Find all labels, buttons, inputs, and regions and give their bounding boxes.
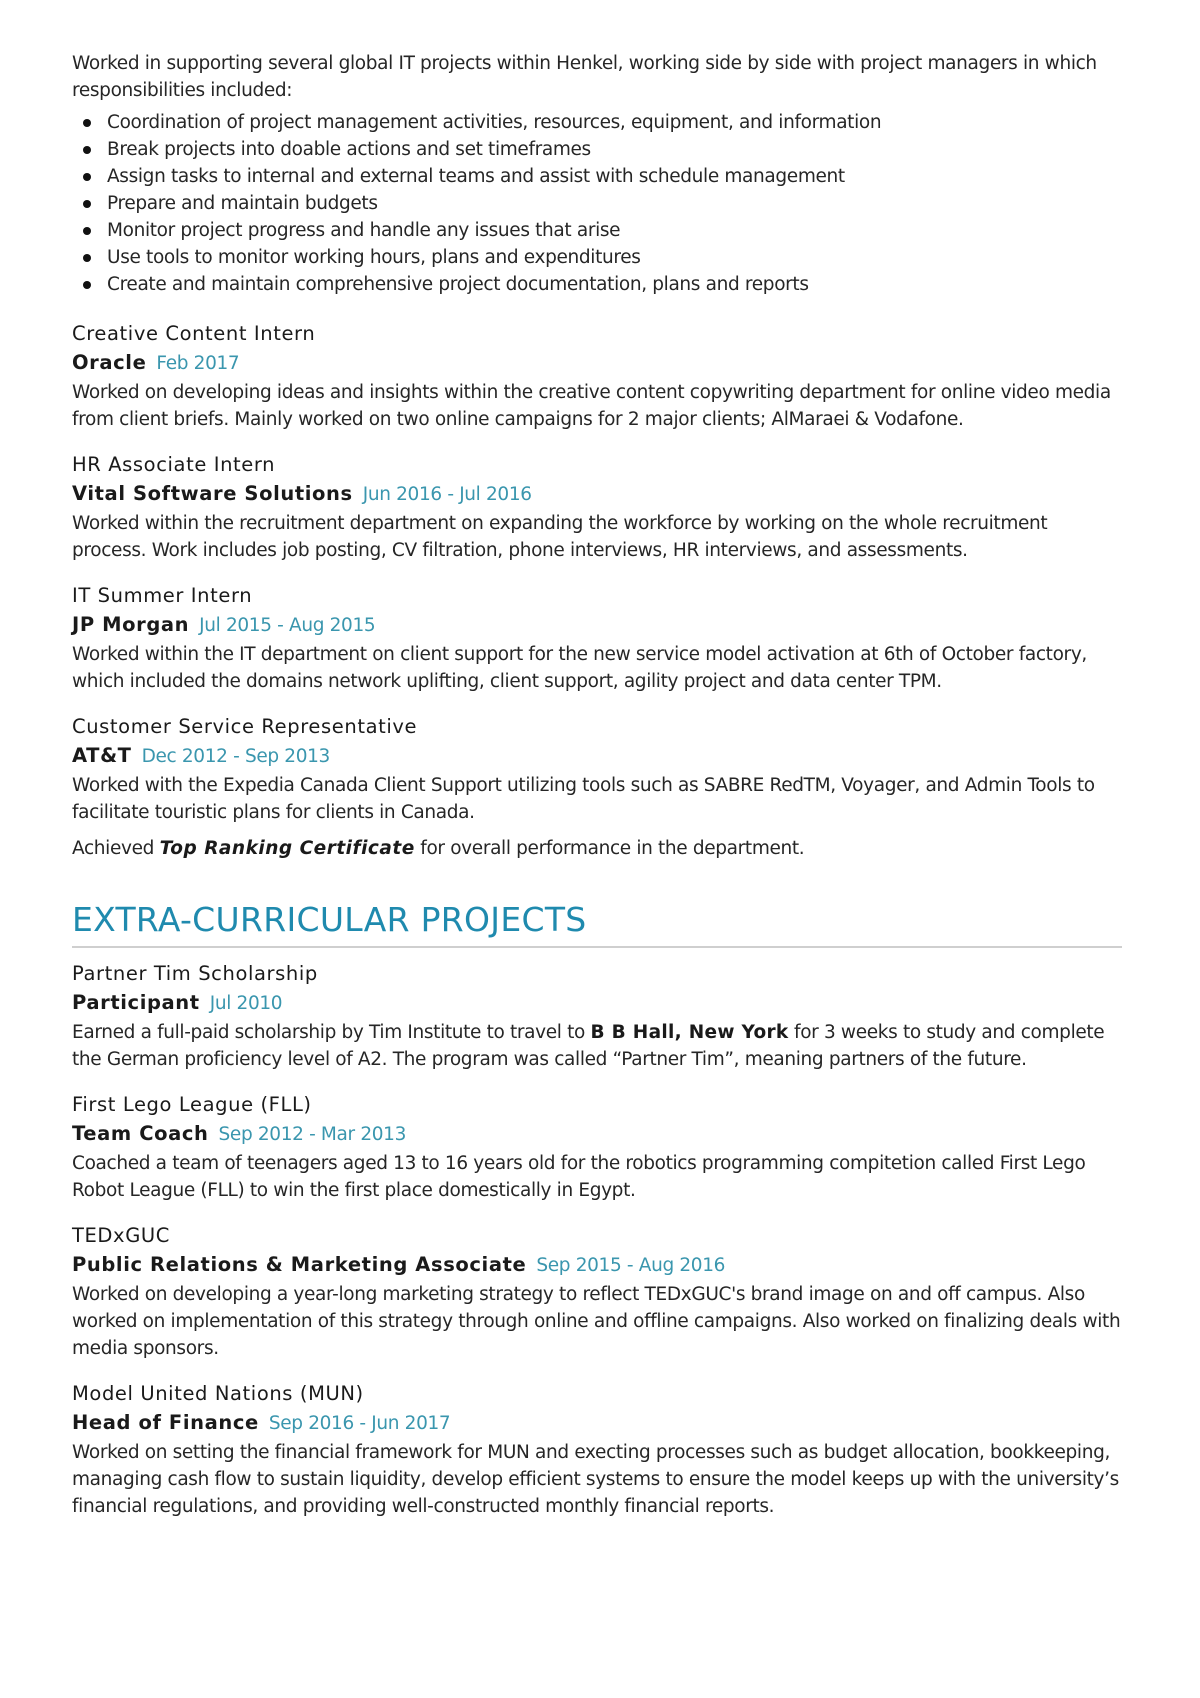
project-entry: [72, 1379, 1122, 1520]
section-divider: [72, 946, 1122, 948]
bullet-icon: [83, 227, 91, 235]
list-item: Break projects into doable actions and set timeframes: [72, 136, 1122, 163]
henkel-experience-continued: [72, 50, 1122, 298]
project-title: Model United Nations (MUN): [72, 1382, 364, 1405]
date-range: Sep 2012 - Mar 2013: [218, 1124, 406, 1145]
date-range: Feb 2017: [156, 353, 240, 374]
company-name: Vital Software Solutions: [72, 482, 353, 505]
project-entry: [72, 1090, 1122, 1204]
project-entry: [72, 959, 1122, 1073]
list-item: Prepare and maintain budgets: [72, 190, 1122, 217]
role-name: Head of Finance: [72, 1411, 259, 1434]
project-subtitle: [72, 988, 1122, 1019]
date-range: Sep 2016 - Jun 2017: [268, 1413, 451, 1434]
bullet-icon: [83, 173, 91, 181]
job-description: Worked within the recruitment department on expanding the workforce by working on the whole recruitment process. Work includes job posting, CV filtration, phone interviews, HR interviews, and assessments.: [72, 513, 1048, 561]
project-subtitle: [72, 1250, 1122, 1281]
date-range: Jun 2016 - Jul 2016: [362, 484, 532, 505]
project-subtitle: [72, 1408, 1122, 1439]
role-name: Team Coach: [72, 1122, 209, 1145]
henkel-description: Worked in supporting several global IT projects within Henkel, working side by side with project managers in which responsibilities included:: [72, 53, 1097, 101]
job-description: Worked on developing ideas and insights within the creative content copywriting department for online video media from client briefs. Mainly worked on two online campaigns for 2 major clients; AlMaraei & Vodafone.: [72, 382, 1111, 430]
project-description: Earned a full-paid scholarship by Tim Institute to travel to B B Hall, New York for 3 weeks to study and complete the German proficiency level of A2. The program was called “Partner Tim”, meaning partners of the future.: [72, 1022, 1105, 1070]
bullet-icon: [83, 146, 91, 154]
list-item: Create and maintain comprehensive project documentation, plans and reports: [72, 271, 1122, 298]
date-range: Sep 2015 - Aug 2016: [536, 1255, 726, 1276]
experience-entry: [72, 712, 1122, 862]
experience-entry: [72, 581, 1122, 695]
job-subtitle: [72, 348, 1122, 379]
project-title: First Lego League (FLL): [72, 1093, 312, 1116]
job-title: Creative Content Intern: [72, 322, 316, 345]
job-title: HR Associate Intern: [72, 453, 276, 476]
role-name: Public Relations & Marketing Associate: [72, 1253, 527, 1276]
project-description: Worked on setting the financial framework for MUN and execting processes such as budget allocation, bookkeeping, managing cash flow to sustain liquidity, develop efficient systems to ensure the model keeps up with the university’s financial regulations, and providing well-constructed monthly financial reports.: [72, 1442, 1119, 1517]
list-item: Monitor project progress and handle any issues that arise: [72, 217, 1122, 244]
extracurricular-section-header: [72, 900, 1122, 948]
list-item: Use tools to monitor working hours, plans and expenditures: [72, 244, 1122, 271]
location-highlight: B B Hall, New York: [590, 1022, 789, 1043]
list-item: Assign tasks to internal and external teams and assist with schedule management: [72, 163, 1122, 190]
bullet-icon: [83, 254, 91, 262]
project-subtitle: [72, 1119, 1122, 1150]
job-description: Worked with the Expedia Canada Client Support utilizing tools such as SABRE RedTM, Voyager, and Admin Tools to facilitate touristic plans for clients in Canada.: [72, 775, 1095, 823]
experience-entry: [72, 319, 1122, 433]
date-range: Dec 2012 - Sep 2013: [141, 746, 330, 767]
role-name: Participant: [72, 991, 200, 1014]
project-description: Coached a team of teenagers aged 13 to 16 years old for the robotics programming compitetion called First Lego Robot League (FLL) to win the first place domestically in Egypt.: [72, 1153, 1086, 1201]
resume-page: [72, 50, 1122, 1520]
project-title: TEDxGUC: [72, 1224, 170, 1247]
date-range: Jul 2010: [209, 993, 283, 1014]
company-name: JP Morgan: [72, 613, 190, 636]
bullet-icon: [83, 200, 91, 208]
achievement-note: Achieved Top Ranking Certificate for overall performance in the department.: [72, 838, 805, 859]
project-description: Worked on developing a year-long marketing strategy to reflect TEDxGUC's brand image on and off campus. Also worked on implementation of this strategy through online and offline campaigns. Also worked on finalizing deals with media sponsors.: [72, 1284, 1121, 1359]
project-title: Partner Tim Scholarship: [72, 962, 318, 985]
bullet-icon: [83, 281, 91, 289]
job-subtitle: [72, 741, 1122, 772]
job-description: Worked within the IT department on client support for the new service model activation at 6th of October factory, which included the domains network uplifting, client support, agility project and data center TPM.: [72, 644, 1087, 692]
section-title: EXTRA-CURRICULAR PROJECTS: [72, 900, 587, 939]
date-range: Jul 2015 - Aug 2015: [199, 615, 376, 636]
responsibilities-list: [72, 109, 1122, 298]
bullet-icon: [83, 119, 91, 127]
job-title: IT Summer Intern: [72, 584, 253, 607]
job-subtitle: [72, 479, 1122, 510]
company-name: Oracle: [72, 351, 147, 374]
achievement-highlight: Top Ranking Certificate: [159, 838, 415, 859]
job-title: Customer Service Representative: [72, 715, 418, 738]
experience-entry: [72, 450, 1122, 564]
company-name: AT&T: [72, 744, 132, 767]
list-item: Coordination of project management activities, resources, equipment, and information: [72, 109, 1122, 136]
job-subtitle: [72, 610, 1122, 641]
project-entry: [72, 1221, 1122, 1362]
